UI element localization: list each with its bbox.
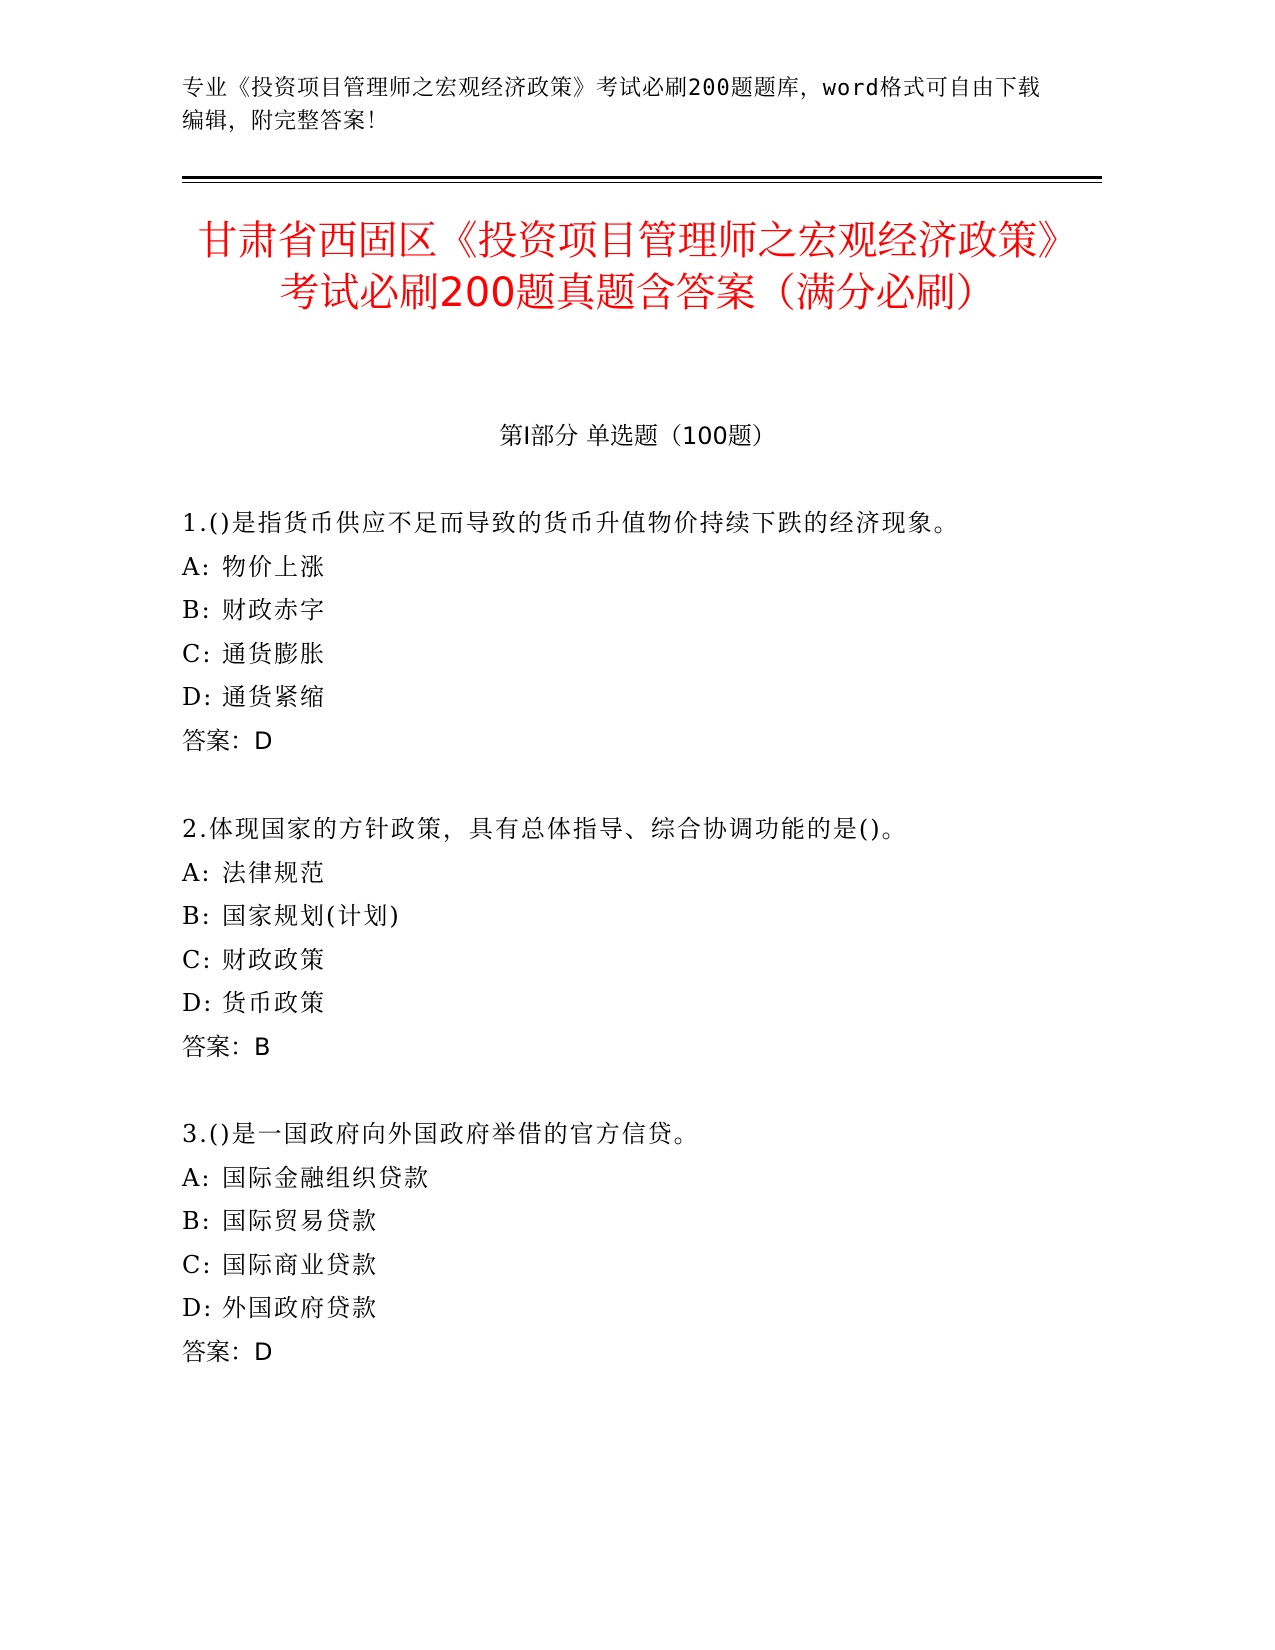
option-d bbox=[182, 982, 1082, 1026]
option-text: 通货膨胀 bbox=[222, 639, 326, 668]
option-b bbox=[182, 895, 1082, 939]
section-title: 第Ⅰ部分 单选题（100题） bbox=[499, 422, 776, 450]
option-text: 国际贸易贷款 bbox=[222, 1207, 378, 1235]
question-2 bbox=[182, 808, 1082, 1069]
question-stem: 2.体现国家的方针政策，具有总体指导、综合协调功能的是()。 bbox=[182, 815, 908, 843]
document-title: 甘肃省西固区《投资项目管理师之宏观经济政策》考试必刷200题真题含答案（满分必刷） bbox=[197, 218, 1078, 316]
option-key: B: bbox=[182, 1207, 212, 1235]
option-key: D: bbox=[182, 1294, 214, 1322]
answer: 答案：B bbox=[182, 1032, 271, 1061]
option-text: 货币政策 bbox=[222, 989, 326, 1017]
option-text: 国家规划(计划) bbox=[222, 902, 401, 930]
option-key: A: bbox=[182, 858, 212, 887]
option-a bbox=[182, 852, 1082, 896]
option-key: B: bbox=[182, 596, 212, 624]
option-key: B: bbox=[182, 902, 212, 930]
question-1 bbox=[182, 502, 1082, 763]
question-stem: 1.()是指货币供应不足而导致的货币升值物价持续下跌的经济现象。 bbox=[182, 509, 960, 537]
header-divider-thin bbox=[182, 182, 1102, 183]
option-key: A: bbox=[182, 552, 212, 581]
option-key: D: bbox=[182, 683, 214, 711]
option-c bbox=[182, 633, 1082, 677]
question-3 bbox=[182, 1113, 1082, 1374]
option-key: C: bbox=[182, 945, 213, 974]
option-text: 财政赤字 bbox=[222, 596, 326, 624]
header-note: 专业《投资项目管理师之宏观经济政策》考试必刷200题题库，word格式可自由下载编辑，附完整答案！ bbox=[182, 76, 1041, 134]
option-d bbox=[182, 676, 1082, 720]
option-b bbox=[182, 589, 1082, 633]
option-text: 财政政策 bbox=[222, 945, 326, 974]
option-key: C: bbox=[182, 639, 213, 668]
option-text: 国际金融组织贷款 bbox=[222, 1163, 430, 1192]
option-a bbox=[182, 1157, 1082, 1201]
option-c bbox=[182, 939, 1082, 983]
option-key: A: bbox=[182, 1163, 212, 1192]
option-key: D: bbox=[182, 989, 214, 1017]
option-a bbox=[182, 546, 1082, 590]
option-text: 外国政府贷款 bbox=[222, 1294, 378, 1322]
option-b bbox=[182, 1200, 1082, 1244]
option-text: 国际商业贷款 bbox=[222, 1250, 378, 1279]
option-text: 通货紧缩 bbox=[222, 683, 326, 711]
answer: 答案：D bbox=[182, 1337, 273, 1366]
option-c bbox=[182, 1244, 1082, 1288]
option-d bbox=[182, 1287, 1082, 1331]
option-key: C: bbox=[182, 1250, 213, 1279]
header-divider-thick bbox=[182, 176, 1102, 179]
option-text: 法律规范 bbox=[222, 858, 326, 887]
answer: 答案：D bbox=[182, 726, 273, 755]
question-stem: 3.()是一国政府向外国政府举借的官方信贷。 bbox=[182, 1120, 700, 1148]
option-text: 物价上涨 bbox=[222, 552, 326, 581]
